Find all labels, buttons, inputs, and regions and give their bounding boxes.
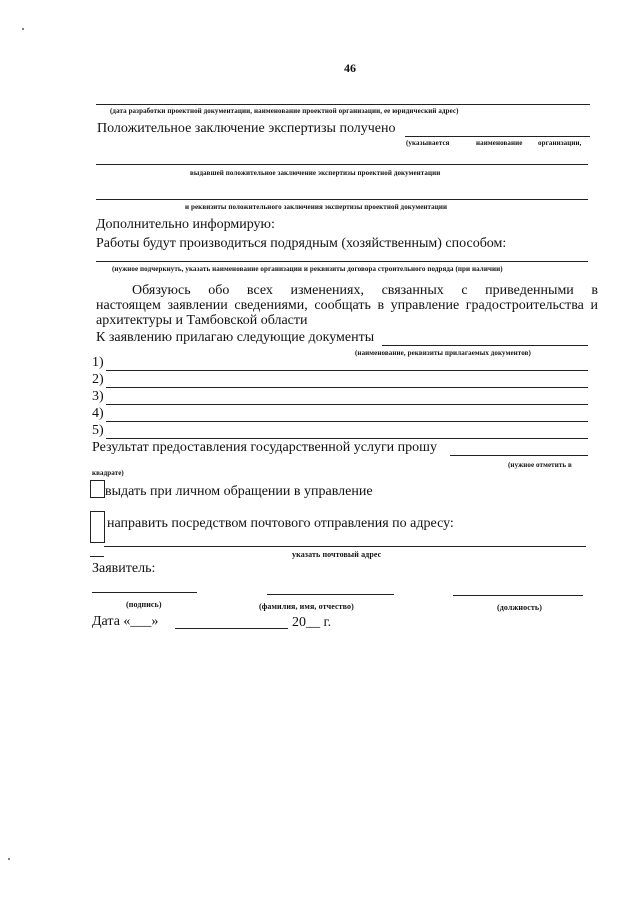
expert-org-line[interactable]: [96, 164, 588, 165]
date-month-line[interactable]: [175, 628, 288, 629]
doc-item-line-4[interactable]: [106, 421, 588, 422]
scan-speck: [8, 858, 10, 860]
fullname-line[interactable]: [267, 594, 394, 595]
date-label: Дата «___»: [92, 614, 159, 629]
postal-address-line-start: [90, 556, 104, 557]
result-line[interactable]: [450, 455, 588, 456]
option-mail-label: направить посредством почтового отправления по адресу:: [107, 516, 454, 531]
contract-line[interactable]: [96, 261, 588, 262]
caption-mark-2: квадрате): [92, 469, 124, 477]
doc-item-line-2[interactable]: [106, 387, 588, 388]
caption-org-2: наименование: [476, 139, 523, 147]
obligation-line-2: настоящем заявлении сведениями, сообщать в управление градостроительства и: [96, 298, 598, 313]
caption-attached: (наименование, реквизиты прилагаемых документов): [355, 349, 531, 357]
caption-position: (должность): [497, 603, 542, 612]
caption-requisites: и реквизиты положительного заключения экспертизы проектной документации: [185, 203, 448, 211]
postal-address-line[interactable]: [104, 546, 586, 547]
signature-line[interactable]: [92, 592, 197, 593]
caption-postal: указать почтовый адрес: [292, 550, 382, 559]
expertise-label: Положительное заключение экспертизы получено: [97, 121, 396, 136]
doc-item-line-1[interactable]: [106, 370, 588, 371]
doc-item-label-4: 4): [92, 406, 104, 421]
obligation-line-1: Обязуюсь обо всех изменениях, связанных с приведенными в: [132, 283, 598, 298]
caption-org-3: организации,: [538, 139, 582, 147]
option-personal-label: выдать при личном обращении в управление: [105, 484, 373, 499]
date-year: 20__ г.: [292, 615, 332, 630]
caption-expert-org: выдавшей положительное заключение экспертизы проектной документации: [190, 169, 441, 177]
caption-org-1: (указывается: [406, 139, 450, 147]
doc-item-label-3: 3): [92, 389, 104, 404]
doc-item-label-1: 1): [92, 355, 104, 370]
caption-mark-1: (нужное отметить в: [508, 461, 572, 469]
doc-item-label-2: 2): [92, 372, 104, 387]
applicant-label: Заявитель:: [92, 561, 156, 576]
doc-item-line-3[interactable]: [106, 404, 588, 405]
caption-fullname: (фамилия, имя, отчество): [259, 602, 354, 611]
position-line[interactable]: [453, 595, 583, 596]
result-label: Результат предоставления государственной услуги прошу: [92, 440, 437, 455]
checkbox-mail[interactable]: [90, 511, 105, 543]
checkbox-personal[interactable]: [90, 480, 105, 498]
caption-developer: (дата разработки проектной документации, наименование проектной организации, ее юридический адрес): [110, 107, 459, 115]
attach-label: К заявлению прилагаю следующие документы: [96, 330, 375, 345]
attach-line[interactable]: [382, 345, 588, 346]
caption-contract: (нужное подчеркнуть, указать наименование организации и реквизиты договора строительного подряда (при наличии): [112, 265, 503, 273]
doc-item-label-5: 5): [92, 423, 104, 438]
works-label: Работы будут производиться подрядным (хозяйственным) способом:: [96, 236, 507, 251]
page-number: 46: [344, 61, 356, 75]
caption-signature: (подпись): [126, 600, 162, 609]
expertise-org-line[interactable]: [405, 136, 590, 137]
doc-item-line-5[interactable]: [106, 438, 588, 439]
scan-speck: [22, 28, 24, 30]
obligation-line-3: архитектуры и Тамбовской области: [96, 313, 308, 328]
requisites-line[interactable]: [96, 199, 588, 200]
developer-line[interactable]: [96, 104, 590, 105]
additional-info-label: Дополнительно информирую:: [96, 217, 275, 232]
